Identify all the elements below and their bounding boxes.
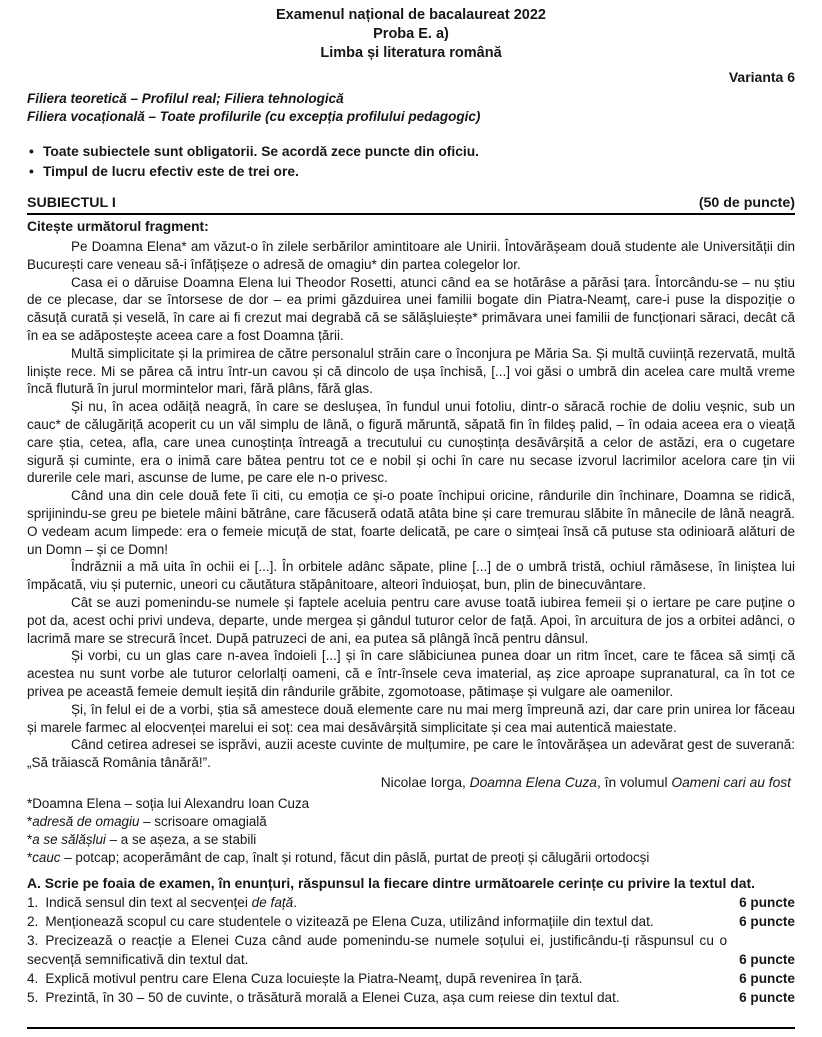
question-number: 4. (27, 971, 39, 987)
fragment-paragraph: Îndrăznii a mă uita în ochii ei [...]. În orbitele adânc săpate, pline [...] de o umbră tristă, ochiul rămăsese, în liniștea lui împăcată, viu și puternic, uneori cu căutătura stăpânitoare, alteori înduioșat, bun, plin de binecuvântare. (27, 559, 795, 593)
question-row (27, 931, 795, 969)
fragment-paragraph: Casa ei o dăruise Doamna Elena lui Theodor Rosetti, atunci când ea se hotărâse a părăsi țara. Întorcându-se – nu știu de ce plecase, dar se întorsese de dor – ea primi găzduirea unei familii bogate din Piatra-Neamț, care-i puse la dispoziție o căsuță curată și veselă, în care ai fi crezut mai degrabă că se sălășluiește* primăvara unei familii de funcționari săraci, decât că în ea se adăpostește aceea care a fost Doamna țării. (27, 274, 795, 343)
filiera-block (27, 90, 795, 125)
title-block (27, 6, 795, 63)
fragment-paragraph: Când una din cele două fete îi citi, cu emoția ce și-o poate închipui oricine, rândurile din închinare, Doamna se ridică, sprijinindu-se greu pe bietele mâini bătrâne, care făcuseră odată atâta bine și care tremurau slăbite în mânecile de lână neagră. O vedeam acum limpede: era o femeie micuță de stat, foarte delicată, pe care o simțeai însă că putuse sta odinioară alături de un Domn – și ce Domn! (27, 488, 795, 557)
exam-proba: Proba E. a) (373, 26, 449, 42)
italic-text: cauc (32, 849, 61, 865)
notice-obligatory: • Toate subiectele sunt obligatorii. Se acordă zece puncte din oficiu. (27, 142, 795, 162)
question-row (27, 912, 795, 931)
question-row (27, 969, 795, 988)
footnote-item (27, 849, 795, 867)
plain-text: Indică sensul din text al secvenței (45, 895, 252, 911)
plain-text: Precizează o reacție a Elenei Cuza când aude pomenindu-se numele soțului ei, justificându-ți răspunsul cu o secvență semnificativă din textul dat. (27, 933, 728, 968)
plain-text: – scrisoare omagială (139, 813, 267, 829)
filiera-line-2: Filiera vocațională – Toate profilurile (cu excepția profilului pedagogic) (27, 108, 481, 124)
plain-text: . (293, 895, 297, 911)
subject-header-row (27, 195, 795, 215)
plain-text: Prezintă, în 30 – 50 de cuvinte, o trăsătură morală a Elenei Cuza, așa cum reiese din textul dat. (45, 990, 620, 1006)
question-text (27, 988, 727, 1007)
plain-text: Explică motivul pentru care Elena Cuza locuiește la Piatra-Neamț, după revenirea în țară. (45, 971, 583, 987)
italic-text: adresă de omagiu (32, 813, 140, 829)
notices-list (27, 142, 795, 181)
plain-text: * (27, 831, 33, 847)
variant-label: Varianta 6 (728, 69, 795, 85)
fragment-paragraph: Și nu, în acea odăiță neagră, în care se deslușea, în fundul unui fotoliu, dintr-o săracă rochie de doliu veșnic, sub un cauc* de călugăriță acoperit cu un văl simplu de lână, o figură măruntă, săpată fin în fildeș palid, – în odaia aceea era o vieață care știa, cetea, afla, care unea cunoștința întreagă a trecutului cu cunoștința desăvârșită a celor de astăzi, era o cugetare sigură și cuminte, era o inimă care bătea pentru tot ce e nobil și ochi în care nu secase izvorul lacrimilor acelora care țin vii durerile cele mari, ascunse de lume, pe care ele n-o privesc. (27, 399, 795, 486)
exam-header (27, 6, 795, 125)
exam-title: Examenul național de bacalaureat 2022 (276, 7, 546, 23)
attribution-line (27, 774, 795, 792)
question-row (27, 893, 795, 912)
question-row (27, 988, 795, 1007)
italic-text: de față (251, 895, 294, 911)
fragment-text (27, 238, 795, 772)
section-a-heading: A. Scrie pe foaia de examen, în enunțuri, răspunsul la fiecare dintre următoarele cerințe cu privire la textul dat. (27, 874, 755, 891)
subject-points: (50 de puncte) (698, 195, 795, 211)
plain-text: – a se așeza, a se stabili (105, 831, 257, 847)
question-number: 3. (27, 933, 39, 949)
question-text (27, 931, 727, 969)
footnotes-block (27, 795, 795, 867)
notice-time: • Timpul de lucru efectiv este de trei ore. (27, 162, 795, 182)
plain-text: * (27, 849, 33, 865)
question-points: 6 puncte (739, 952, 795, 968)
questions-list (27, 893, 795, 1007)
plain-text: *Doamna Elena – soția lui Alexandru Ioan Cuza (27, 795, 310, 811)
question-number: 2. (27, 914, 39, 930)
italic-text: a se sălășlui (32, 831, 106, 847)
question-points: 6 puncte (739, 971, 795, 987)
question-number: 5. (27, 990, 39, 1006)
italic-text: Oameni cari au fost (671, 774, 791, 790)
fragment-paragraph: Și vorbi, cu un glas care n-avea îndoieli [...] și în care slăbiciunea punea doar un ritm încet, care te făcea să simți că acestea nu sunt vorbe ale tuturor celorlalți oameni, că e într-însele ceva imaterial, aș zice aproape supranatural, ca în tot ce privea pe această femeie demult ieșită din rândurile grăbite, zgomotoase, pătimașe și vulgare ale oamenilor. (27, 648, 795, 699)
plain-text: Menționează scopul cu care studentele o vizitează pe Elena Cuza, utilizând informațiile din textul dat. (45, 914, 654, 930)
fragment-paragraph: Pe Doamna Elena* am văzut-o în zilele serbărilor amintitoare ale Unirii. Întovărășeam două studente ale Universității din București care veneau să-i înfățișeze o adresă de omagiu* din partea colegelor lor. (27, 239, 795, 272)
plain-text: – potcap; acoperământ de cap, înalt și rotund, făcut din pâslă, purtat de preoți și călugării ortodocși (60, 849, 650, 865)
fragment-paragraph: Când cetirea adresei se isprăvi, auzii aceste cuvinte de mulțumire, pe care le întovărășea un adevărat gest de suverană: „Să trăiască România tânără!”. (27, 737, 795, 771)
question-text (27, 969, 727, 988)
fragment-paragraph: Și, în felul ei de a vorbi, știa să amestece două elemente care nu mai merg împreună azi, dar care prin unirea lor făceau și marele farmec al elocvenței marelui ei soț: cea mai desăvârșită simplicitate și cea mai autentică maiestate. (27, 701, 795, 735)
footnote-item (27, 813, 795, 831)
fragment-paragraph: Multă simplicitate și la primirea de către personalul străin care o înconjura pe Măria Sa. Și multă cuviință rezervată, multă liniște rece. Mi se părea că intru într-un cavou și că dincolo de ușa închisă, [...] voi găsi o umbră din acelea care multă vreme încă flutură în jurul mormintelor mari, fără plâns, fără glas. (27, 345, 795, 397)
fragment-paragraph: Cât se auzi pomenindu-se numele și faptele aceluia pentru care avuse toată iubirea femeii și o iertare pe care puține o pot da, acest ochi privi undeva, departe, unde mergea și gândul tuturor celor de față. Apoi, în arcuitura de jos a orbitei adânci, o lacrimă mare se strecură încet. După patruzeci de ani, ea putea să plângă încă pentru dânsul. (27, 594, 795, 646)
question-number: 1. (27, 895, 39, 911)
question-points: 6 puncte (739, 990, 795, 1006)
italic-text: Doamna Elena Cuza (469, 774, 597, 790)
plain-text: , în volumul (596, 774, 672, 790)
question-text (27, 912, 727, 931)
question-points: 6 puncte (739, 895, 795, 911)
subject-label: SUBIECTUL I (27, 195, 116, 211)
question-points: 6 puncte (739, 914, 795, 930)
plain-text: Nicolae Iorga, (380, 774, 470, 790)
filiera-line-1: Filiera teoretică – Profilul real; Filiera tehnologică (27, 91, 344, 106)
footnote-item (27, 831, 795, 849)
fragment-instruction: Citește următorul fragment: (27, 219, 209, 234)
exam-subject-name: Limba și literatura română (320, 45, 502, 61)
question-text (27, 893, 727, 912)
footnote-item (27, 795, 795, 813)
bottom-divider (27, 1027, 795, 1029)
plain-text: * (27, 813, 33, 829)
